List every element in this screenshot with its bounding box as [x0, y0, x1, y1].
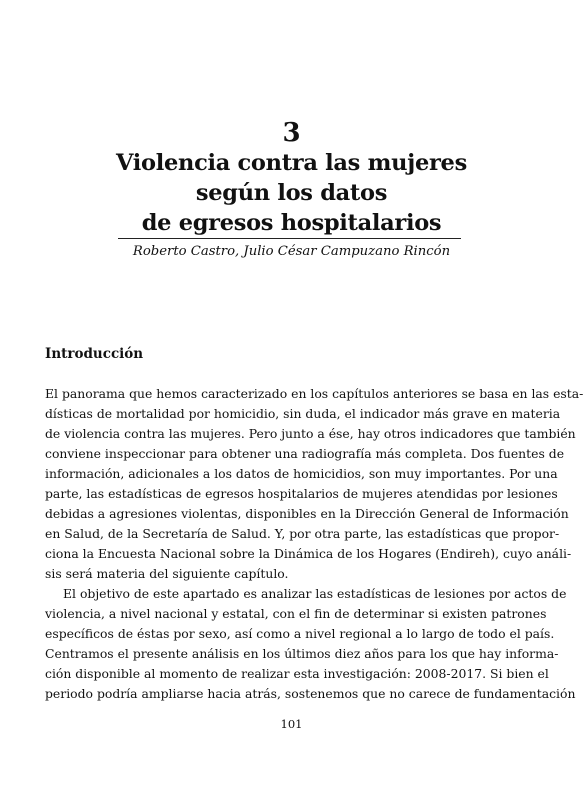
text-line: El panorama que hemos caracterizado en los capítulos anteriores se basa en las esta- [45, 386, 583, 401]
text-line: debidas a agresiones violentas, disponibles en la Dirección General de Información [45, 506, 569, 521]
text-line: específicos de éstas por sexo, así como a nivel regional a lo largo de todo el país. [45, 626, 555, 641]
text-line: sis será materia del siguiente capítulo. [45, 566, 289, 581]
text-line: El objetivo de este apartado es analizar las estadísticas de lesiones por actos de [63, 586, 567, 601]
section-heading: Introducción [45, 346, 144, 362]
text-line: dísticas de mortalidad por homicidio, sin duda, el indicador más grave en materia [45, 406, 561, 421]
paragraph [45, 584, 576, 704]
body-text [45, 384, 583, 704]
text-line: Centramos el presente análisis en los últimos diez años para los que hay informa- [45, 646, 559, 661]
chapter-title [0, 148, 583, 238]
text-line: ción disponible al momento de realizar esta investigación: 2008-2017. Si bien el [45, 666, 549, 681]
chapter-number: 3 [282, 118, 301, 148]
text-line: violencia, a nivel nacional y estatal, con el fin de determinar si existen patrones [45, 606, 547, 621]
text-line: información, adicionales a los datos de homicidios, son muy importantes. Por una [45, 466, 558, 481]
text-line: periodo podría ampliarse hacia atrás, sostenemos que no carece de fundamentación [45, 686, 576, 701]
chapter-header [0, 118, 583, 238]
text-line: conviene inspeccionar para obtener una radiografía más completa. Dos fuentes de [45, 446, 565, 461]
chapter-authors: Roberto Castro, Julio César Campuzano Rincón [132, 244, 451, 259]
title-divider [118, 238, 461, 239]
text-line: ciona la Encuesta Nacional sobre la Dinámica de los Hogares (Endireh), cuyo análi- [45, 546, 572, 561]
paragraph [45, 384, 583, 584]
chapter-title-line: Violencia contra las mujeres [116, 150, 467, 176]
chapter-title-line: según los datos [195, 180, 388, 206]
chapter-title-line: de egresos hospitalarios [141, 210, 442, 236]
text-line: en Salud, de la Secretaría de Salud. Y, por otra parte, las estadísticas que propor- [45, 526, 560, 541]
text-line: de violencia contra las mujeres. Pero junto a ése, hay otros indicadores que también [45, 426, 576, 441]
page-number: 101 [280, 717, 303, 731]
text-line: parte, las estadísticas de egresos hospitalarios de mujeres atendidas por lesiones [45, 486, 558, 501]
